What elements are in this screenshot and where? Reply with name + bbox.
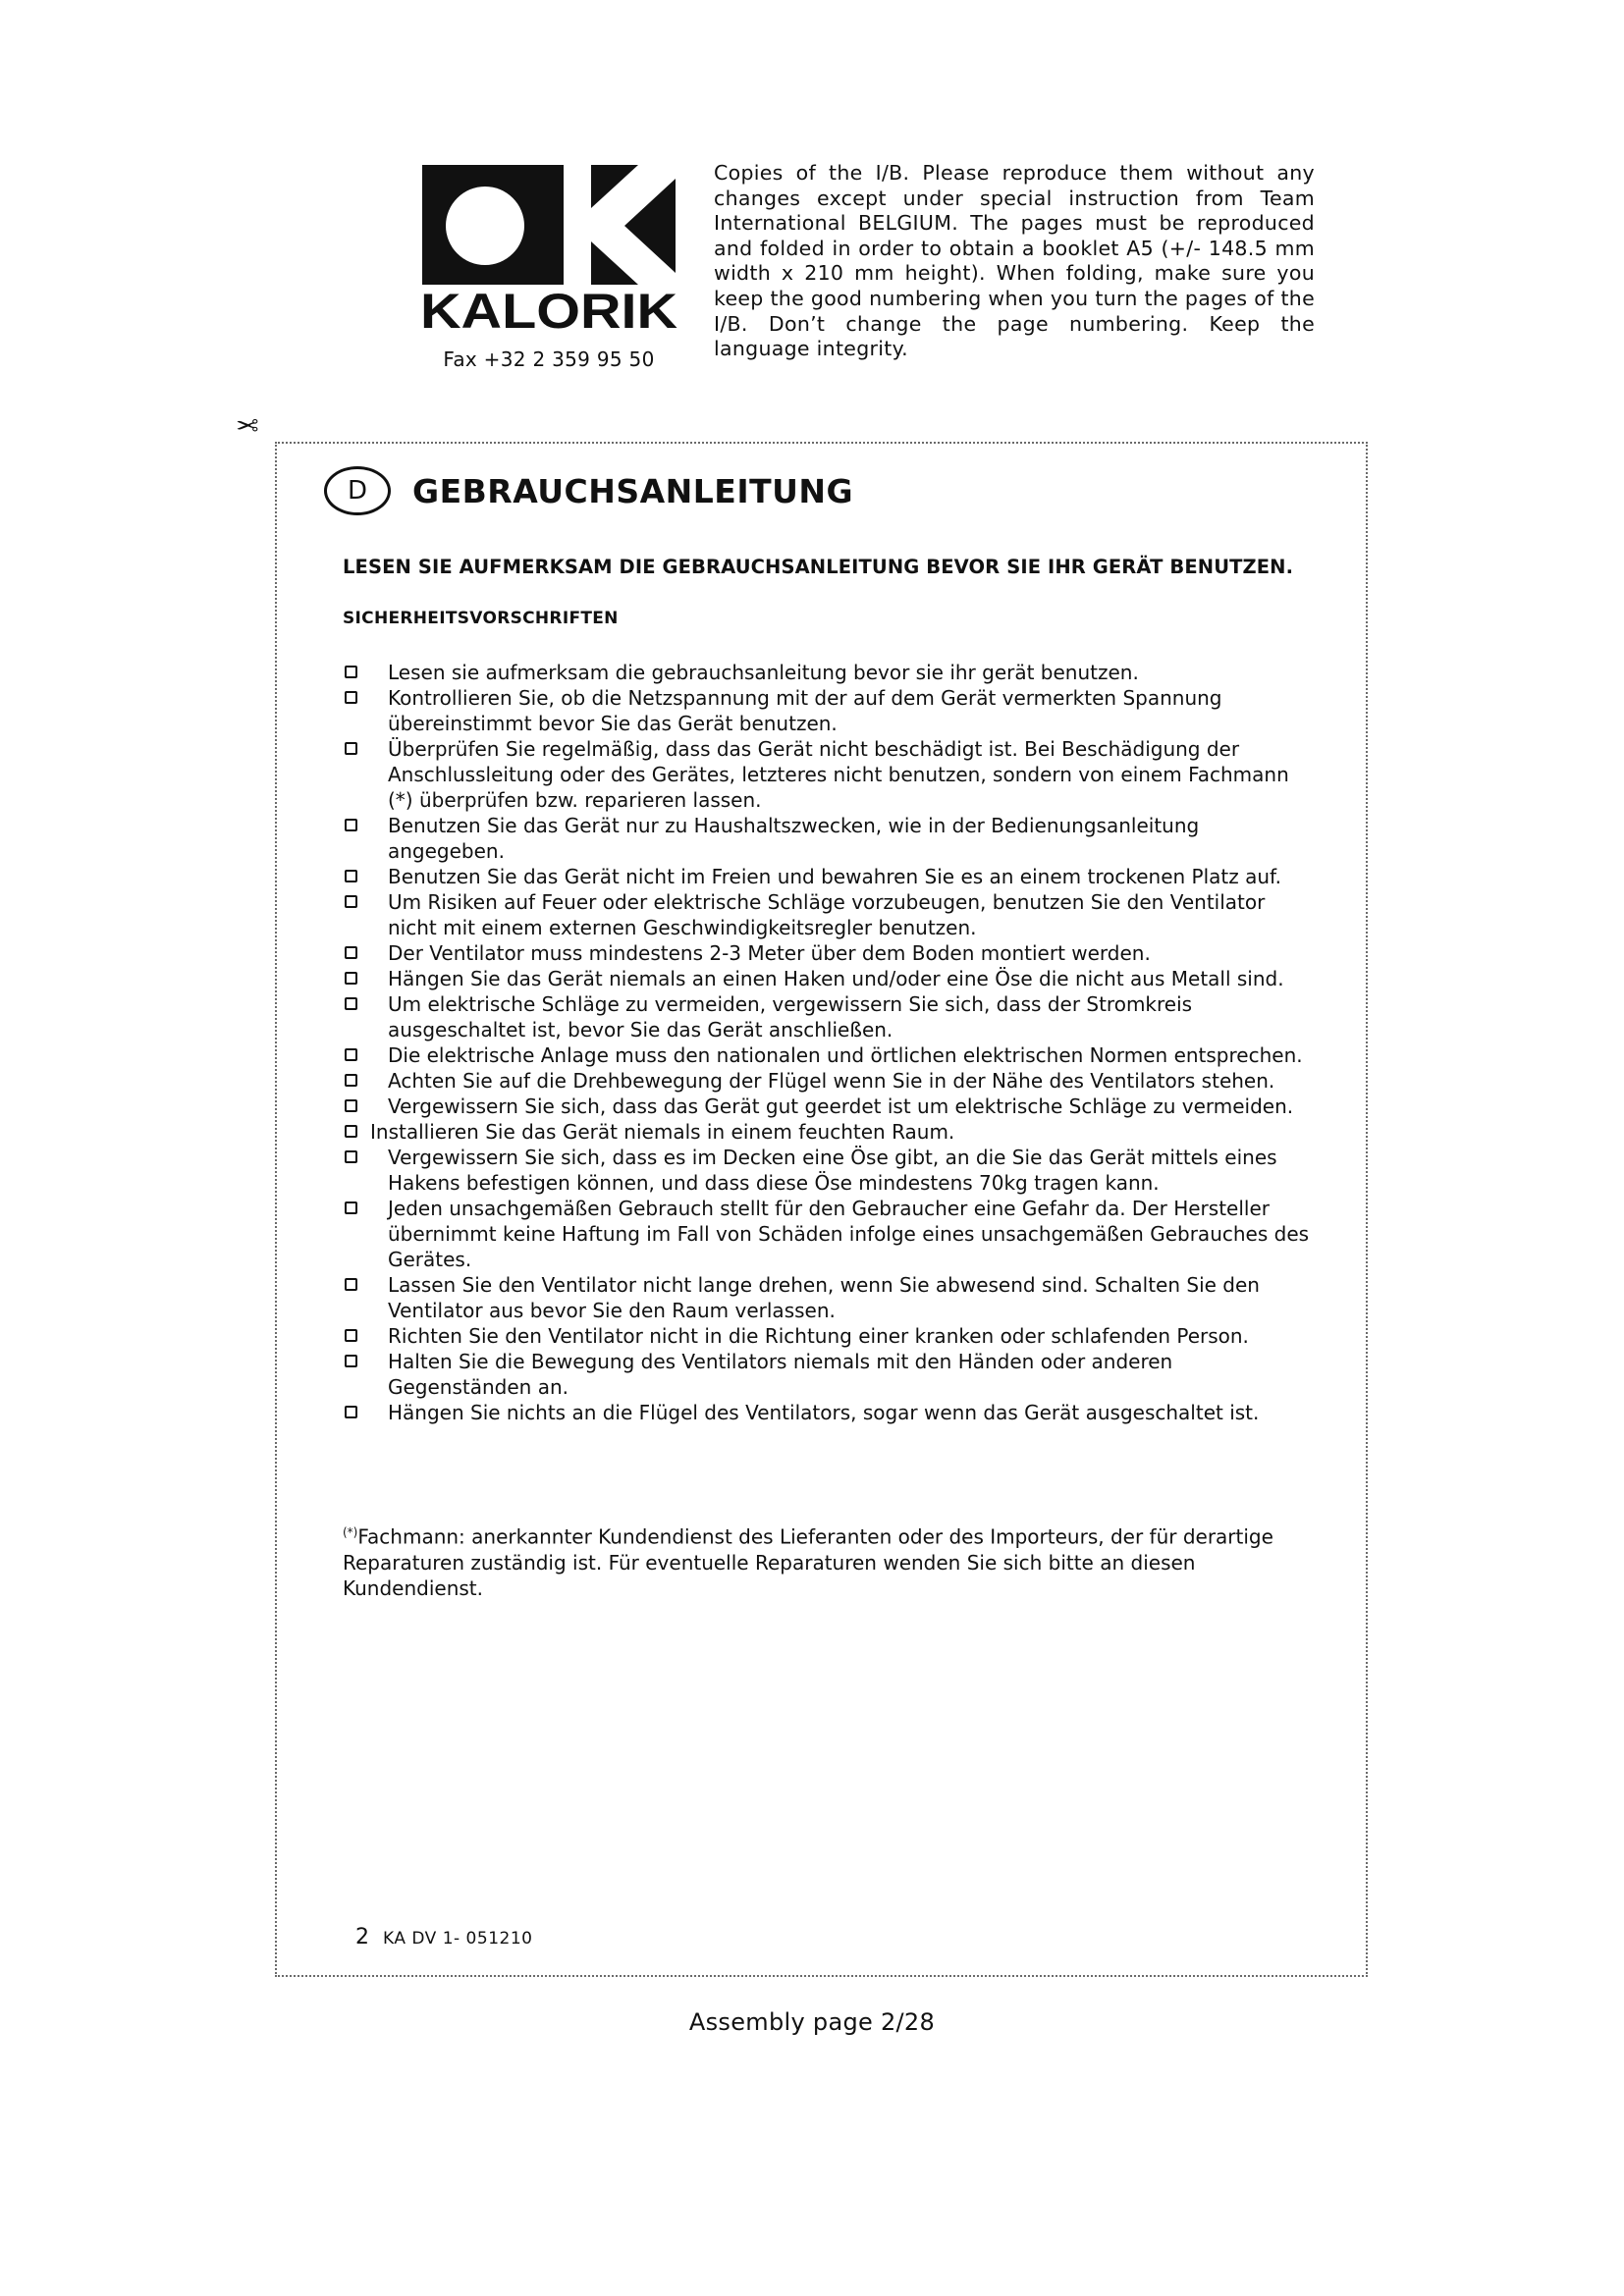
list-item-text: Hängen Sie das Gerät niemals an einen Haken und/oder eine Öse die nicht aus Metall sind. bbox=[388, 967, 1284, 990]
footnote bbox=[343, 1520, 1315, 1601]
list-item-text: Benutzen Sie das Gerät nicht im Freien und bewahren Sie es an einem trockenen Platz auf. bbox=[388, 865, 1281, 888]
checkbox-bullet-icon bbox=[345, 895, 357, 908]
checkbox-bullet-icon bbox=[345, 1125, 357, 1138]
list-item bbox=[343, 1068, 1315, 1094]
page-title: GEBRAUCHSANLEITUNG bbox=[412, 471, 854, 510]
list-item-text: Richten Sie den Ventilator nicht in die Richtung einer kranken oder schlafenden Person. bbox=[388, 1324, 1249, 1348]
checkbox-bullet-icon bbox=[345, 666, 357, 678]
list-item-text: Um elektrische Schläge zu vermeiden, vergewissern Sie sich, dass der Stromkreis ausgeschaltet ist, bevor Sie das Gerät anschließen. bbox=[388, 992, 1193, 1041]
list-item bbox=[343, 1349, 1315, 1400]
list-item bbox=[343, 1196, 1315, 1272]
language-badge: D bbox=[324, 466, 391, 515]
lead-heading: LESEN SIE AUFMERKSAM DIE GEBRAUCHSANLEITUNG BEVOR SIE IHR GERÄT BENUTZEN. bbox=[343, 556, 1294, 578]
list-item-text: Hängen Sie nichts an die Flügel des Ventilators, sogar wenn das Gerät ausgeschaltet ist. bbox=[388, 1401, 1260, 1424]
checkbox-bullet-icon bbox=[345, 870, 357, 882]
list-item bbox=[343, 1145, 1315, 1196]
section-heading: SICHERHEITSVORSCHRIFTEN bbox=[343, 609, 619, 628]
checkbox-bullet-icon bbox=[345, 1048, 357, 1061]
list-item-text: Vergewissern Sie sich, dass das Gerät gut geerdet ist um elektrische Schläge zu vermeiden. bbox=[388, 1095, 1294, 1118]
list-item-text: Achten Sie auf die Drehbewegung der Flügel wenn Sie in der Nähe des Ventilators stehen. bbox=[388, 1069, 1275, 1093]
fax-number: Fax +32 2 359 95 50 bbox=[443, 347, 655, 371]
list-item bbox=[343, 1094, 1315, 1119]
list-item bbox=[343, 1323, 1315, 1349]
list-item-text: Lassen Sie den Ventilator nicht lange drehen, wenn Sie abwesend sind. Schalten Sie den Ventilator aus bevor Sie den Raum verlassen. bbox=[388, 1273, 1260, 1322]
list-item-text: Installieren Sie das Gerät niemals in einem feuchten Raum. bbox=[370, 1120, 955, 1144]
page-footer bbox=[355, 1925, 532, 1949]
kalorik-logo-mark bbox=[416, 165, 681, 334]
list-item-text: Jeden unsachgemäßen Gebrauch stellt für den Gebraucher eine Gefahr da. Der Hersteller übernimmt keine Haftung im Fall von Schäden infolge eines unsachgemäßen Gebrauches des Gerätes. bbox=[388, 1197, 1310, 1271]
footnote-marker: (*) bbox=[343, 1525, 358, 1539]
page-number: 2 bbox=[355, 1925, 369, 1949]
list-item-text: Vergewissern Sie sich, dass es im Decken eine Öse gibt, an die Sie das Gerät mittels eines Hakens befestigen können, und dass diese Öse mindestens 70kg tragen kann. bbox=[388, 1146, 1277, 1195]
checkbox-bullet-icon bbox=[345, 1201, 357, 1214]
checkbox-bullet-icon bbox=[345, 1406, 357, 1418]
list-item-text: Um Risiken auf Feuer oder elektrische Schläge vorzubeugen, benutzen Sie den Ventilator nicht mit einem externen Geschwindigkeitsregler benutzen. bbox=[388, 890, 1266, 939]
checkbox-bullet-icon bbox=[345, 742, 357, 755]
list-item bbox=[343, 889, 1315, 940]
checkbox-bullet-icon bbox=[345, 1278, 357, 1291]
checkbox-bullet-icon bbox=[345, 1099, 357, 1112]
list-item bbox=[343, 736, 1315, 813]
list-item bbox=[343, 813, 1315, 864]
list-item bbox=[343, 660, 1315, 685]
list-item bbox=[343, 940, 1315, 966]
list-item bbox=[343, 966, 1315, 991]
checkbox-bullet-icon bbox=[345, 946, 357, 959]
checkbox-bullet-icon bbox=[345, 1150, 357, 1163]
list-item bbox=[343, 1400, 1315, 1425]
checkbox-bullet-icon bbox=[345, 1074, 357, 1087]
list-item bbox=[343, 864, 1315, 889]
checkbox-bullet-icon bbox=[345, 1355, 357, 1367]
footnote-text: Fachmann: anerkannter Kundendienst des Lieferanten oder des Importeurs, der für derartige Reparaturen zuständig ist. Für eventuelle Reparaturen wenden Sie sich bitte an diesen Kundendienst. bbox=[343, 1524, 1273, 1600]
list-item bbox=[343, 1272, 1315, 1323]
logo-wordmark: KALORIK bbox=[420, 284, 677, 334]
scissors-icon: ✂ bbox=[236, 408, 259, 441]
document-code: KA DV 1- 051210 bbox=[383, 1929, 533, 1949]
list-item-text: Der Ventilator muss mindestens 2-3 Meter über dem Boden montiert werden. bbox=[388, 941, 1151, 965]
list-item-text: Lesen sie aufmerksam die gebrauchsanleitung bevor sie ihr gerät benutzen. bbox=[388, 661, 1139, 684]
list-item-text: Die elektrische Anlage muss den nationalen und örtlichen elektrischen Normen entsprechen. bbox=[388, 1043, 1303, 1067]
list-item bbox=[343, 991, 1315, 1042]
title-row bbox=[324, 461, 853, 520]
checkbox-bullet-icon bbox=[345, 972, 357, 985]
assembly-page-label: Assembly page 2/28 bbox=[688, 2008, 936, 2036]
kalorik-logo bbox=[416, 165, 681, 334]
list-item bbox=[343, 1042, 1315, 1068]
list-item bbox=[343, 685, 1315, 736]
list-item-text: Halten Sie die Bewegung des Ventilators niemals mit den Händen oder anderen Gegenständen an. bbox=[388, 1350, 1173, 1399]
checkbox-bullet-icon bbox=[345, 691, 357, 704]
list-item-text: Benutzen Sie das Gerät nur zu Haushaltszwecken, wie in der Bedienungsanleitung angegeben. bbox=[388, 814, 1200, 863]
list-item-text: Überprüfen Sie regelmäßig, dass das Gerät nicht beschädigt ist. Bei Beschädigung der Anschlussleitung oder des Gerätes, letzteres nicht benutzen, sondern von einem Fachmann (*) überprüfen bzw. reparieren lassen. bbox=[388, 737, 1289, 812]
reproduction-instructions: Copies of the I/B. Please reproduce them without any changes except under special instruction from Team International BELGIUM. The pages must be reproduced and folded in order to obtain a booklet A5 (+/- 148.5 mm width x 210 mm height). When folding, make sure you keep the good numbering when you turn the pages of the I/B. Don’t change the page numbering. Keep the language integrity. bbox=[714, 161, 1315, 361]
checkbox-bullet-icon bbox=[345, 997, 357, 1010]
safety-list bbox=[343, 660, 1315, 1425]
checkbox-bullet-icon bbox=[345, 819, 357, 831]
checkbox-bullet-icon bbox=[345, 1329, 357, 1342]
list-item-text: Kontrollieren Sie, ob die Netzspannung mit der auf dem Gerät vermerkten Spannung übereinstimmt bevor Sie das Gerät benutzen. bbox=[388, 686, 1222, 735]
list-item bbox=[343, 1119, 1315, 1145]
